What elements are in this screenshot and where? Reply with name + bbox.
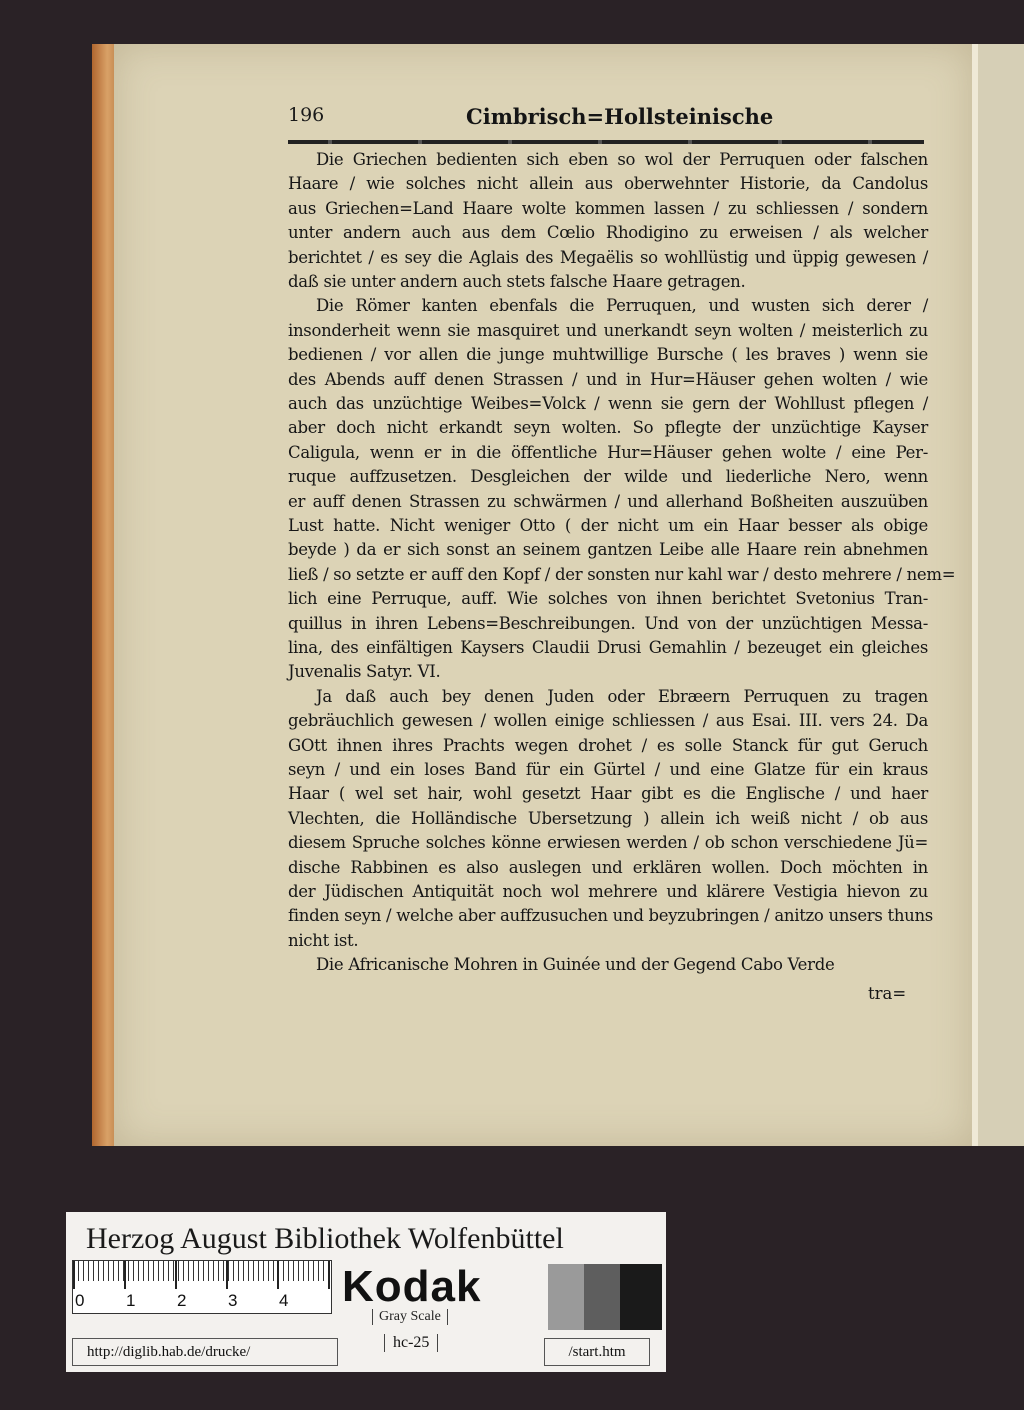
ruler-number: 0 [75,1291,85,1310]
text-line: dische Rabbinen es also auslegen und erklären wollen. Doch möchten in [288,857,928,877]
text-line: quillus in ihren Lebens=Beschreibungen. Und von der unzüchtigen Messa- [288,613,928,633]
ruler-number: 2 [177,1291,187,1310]
text-line: des Abends auff denen Strassen / und in Hur=Häuser gehen wolten / wie [288,369,928,389]
text-line: lich eine Perruque, auff. Wie solches von ihnen berichtet Svetonius Tran- [288,589,928,609]
gray-patch-light [548,1264,584,1330]
text-line: aus Griechen=Land Haare wolte kommen lassen / zu schliessen / sondern [288,198,928,218]
library-url: http://diglib.hab.de/drucke/ [72,1338,338,1366]
text-line: aber doch nicht erkandt seyn wolten. So pflegte der unzüchtige Kayser [288,418,928,438]
header-rule [288,140,924,144]
scale-ruler [72,1260,332,1314]
library-name: Herzog August Bibliothek Wolfenbüttel [86,1222,564,1255]
ruler-major-ticks [73,1261,331,1289]
text-line: insonderheit wenn sie masquiret und unerkandt seyn wolten / meisterlich zu [288,320,928,340]
text-line: Haare / wie solches nicht allein aus oberwehnter Historie, da Candolus [288,174,928,194]
next-page-edge [972,44,1024,1146]
text-line: Haar ( wel set hair, wohl gesetzt Haar gibt es die Englische / und haer [288,784,928,804]
book-spine-edge [92,44,114,1146]
gray-patches [548,1264,662,1330]
text-line: beyde ) da er sich sonst an seinem gantzen Leibe alle Haare rein abnehmen [288,540,928,560]
text-line: berichtet / es sey die Aglais des Megaëlis so wohllüstig und üppig gewesen / [288,247,928,267]
library-color-card [66,1212,666,1372]
gray-patch-dark [620,1264,662,1330]
text-line: lina, des einfältigen Kaysers Claudii Drusi Gemahlin / bezeuget ein gleiches [288,638,928,657]
text-line: gebräuchlich gewesen / wollen einige schliessen / aus Esai. III. vers 24. Da [288,711,928,731]
catchword: tra= [868,984,907,1003]
text-line: daß sie unter andern auch stets falsche Haare getragen. [288,272,746,291]
text-line: Lust hatte. Nicht weniger Otto ( der nicht um ein Haar besser als obige [288,516,928,535]
gray-patch-mid [584,1264,620,1330]
text-line: Die Römer kanten ebenfals die Perruquen, und wusten sich derer / [316,296,928,316]
text-line: ließ / so setzte er auff den Kopf / der sonsten nur kahl war / desto mehrere / nem= [288,564,956,584]
text-line: der Jüdischen Antiquität noch wol mehrere und klärere Vestigia hievon zu [288,882,928,901]
text-line: Ja daß auch bey denen Juden oder Ebræern Perruquen zu tragen [316,686,928,706]
text-line: Juvenalis Satyr. VI. [288,662,441,682]
text-line: finden seyn / welche aber auffzusuchen und beyzubringen / anitzo unsers thuns [288,906,933,926]
text-line: Die Griechen bedienten sich eben so wol der Perruquen oder falschen [316,150,928,169]
text-line: nicht ist. [288,930,359,950]
text-line: auch das unzüchtige Weibes=Volck / wenn sie gern der Wohllust pflegen / [288,394,928,413]
ruler-number: 3 [228,1291,238,1310]
text-line: er auff denen Strassen zu schwärmen / und allerhand Boßheiten auszuüben [288,491,928,511]
text-line: unter andern auch aus dem Cœlio Rhodigino zu erweisen / als welcher [288,223,928,243]
gray-scale-label: Gray Scale [372,1309,448,1325]
ruler-number: 4 [279,1291,289,1310]
text-line: Vlechten, die Holländische Ubersetzung ) allein ich weiß nicht / ob aus [288,808,928,828]
kodak-logo: Kodak [342,1262,482,1311]
text-line: seyn / und ein loses Band für ein Gürtel / und eine Glatze für ein kraus [288,760,928,779]
text-line: ruque auffzusetzen. Desgleichen der wilde und liederliche Nero, wenn [288,467,928,487]
ruler-number: 1 [126,1291,136,1310]
start-link: /start.htm [544,1338,650,1366]
running-head: Cimbrisch=Hollsteinische [466,104,774,129]
card-code: hc-25 [384,1334,438,1352]
text-line: GOtt ihnen ihres Prachts wegen drohet / es solle Stanck für gut Geruch [288,735,928,755]
text-line: Caligula, wenn er in die öffentliche Hur=Häuser gehen wolte / eine Per- [288,442,928,462]
text-line: Die Africanische Mohren in Guinée und der Gegend Cabo Verde [316,955,835,975]
text-line: diesem Spruche solches könne erwiesen werden / ob schon verschiedene Jü= [288,833,928,853]
page-number: 196 [288,104,325,126]
text-line: bedienen / vor allen die junge muhtwillige Bursche ( les braves ) wenn sie [288,345,928,365]
page-header [176,104,926,134]
